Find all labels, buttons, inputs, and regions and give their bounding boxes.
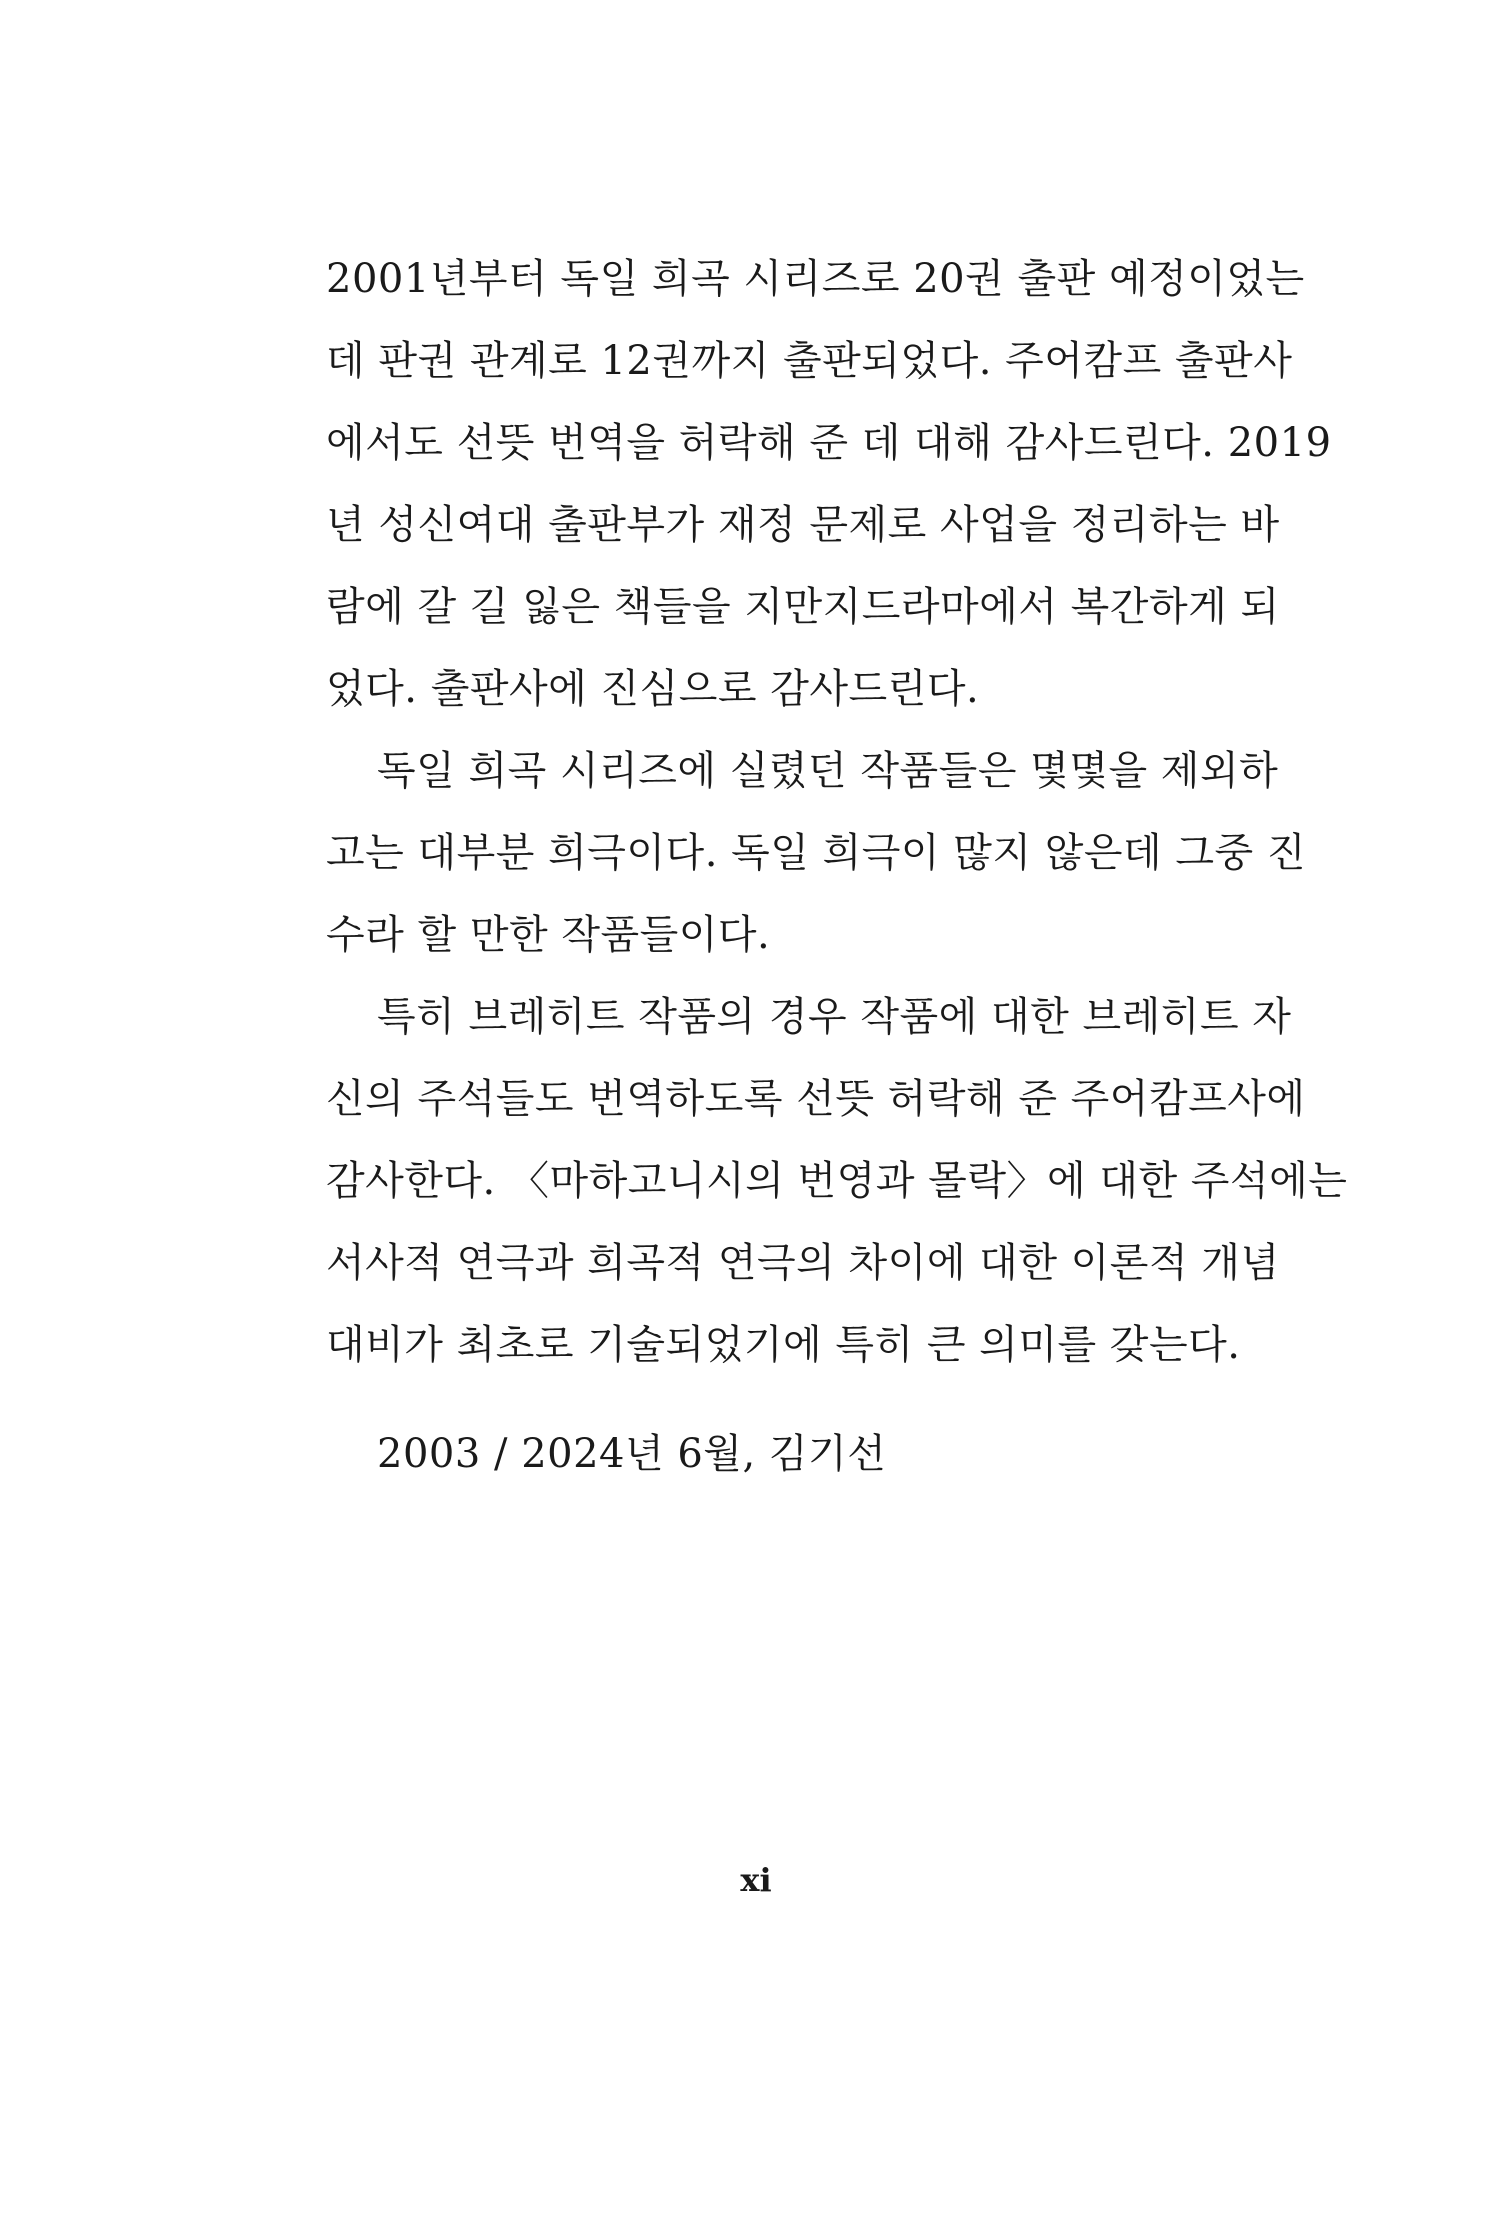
signature-line: 2003 / 2024년 6월, 김기선 bbox=[377, 1431, 887, 1477]
text-line: 데 판권 관계로 12권까지 출판되었다. 주어캄프 출판사 bbox=[326, 338, 1293, 384]
paragraph bbox=[326, 730, 1307, 976]
text-line: 람에 갈 길 잃은 책들을 지만지드라마에서 복간하게 되 bbox=[326, 584, 1280, 630]
text-line: 년 성신여대 출판부가 재정 문제로 사업을 정리하는 바 bbox=[326, 502, 1280, 548]
paragraph bbox=[326, 976, 1348, 1386]
text-line: 독일 희곡 시리즈에 실렸던 작품들은 몇몇을 제외하 bbox=[377, 748, 1279, 794]
body-text bbox=[326, 238, 1348, 1386]
paragraph bbox=[326, 238, 1332, 730]
page-number: xi bbox=[740, 1861, 772, 1899]
text-line: 신의 주석들도 번역하도록 선뜻 허락해 준 주어캄프사에 bbox=[326, 1076, 1306, 1122]
text-line: 2001년부터 독일 희곡 시리즈로 20권 출판 예정이었는 bbox=[326, 256, 1305, 302]
text-line: 감사한다. 〈마하고니시의 번영과 몰락〉에 대한 주석에는 bbox=[326, 1158, 1348, 1204]
text-line: 대비가 최초로 기술되었기에 특히 큰 의미를 갖는다. bbox=[326, 1322, 1241, 1368]
text-line: 특히 브레히트 작품의 경우 작품에 대한 브레히트 자 bbox=[377, 994, 1292, 1040]
text-line: 수라 할 만한 작품들이다. bbox=[326, 912, 771, 958]
text-line: 었다. 출판사에 진심으로 감사드린다. bbox=[326, 666, 980, 712]
text-line: 고는 대부분 희극이다. 독일 희극이 많지 않은데 그중 진 bbox=[326, 830, 1307, 876]
text-line: 서사적 연극과 희곡적 연극의 차이에 대한 이론적 개념 bbox=[326, 1240, 1280, 1286]
text-line: 에서도 선뜻 번역을 허락해 준 데 대해 감사드린다. 2019 bbox=[326, 420, 1332, 466]
